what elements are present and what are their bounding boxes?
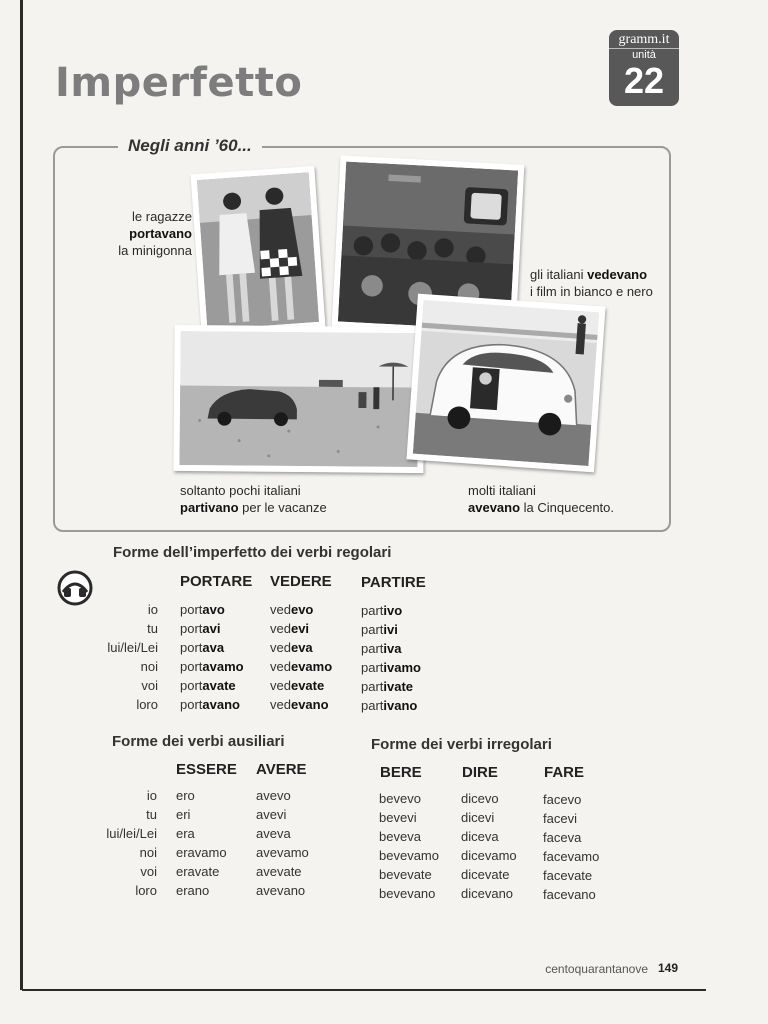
unit-badge — [609, 30, 679, 106]
forms-portare: portavo portavi portava portavamo portavate portavano — [180, 602, 244, 712]
verb-head-essere: ESSERE — [176, 761, 237, 778]
forms-bere: bevevo bevevi beveva bevevamo bevevate bevevano — [379, 791, 439, 901]
regular-verbs-heading: Forme dell’imperfetto dei verbi regolari — [113, 544, 392, 561]
bottom-rule — [22, 989, 706, 991]
verb-head-partire: PARTIRE — [361, 574, 426, 591]
pronoun-list-regular: io tu lui/lei/Lei noi voi loro — [107, 602, 158, 712]
caption-vedevano: gli italiani vedevano i film in bianco e nero — [530, 267, 653, 299]
forms-fare: facevo facevi faceva facevamo facevate facevano — [543, 792, 600, 902]
forms-vedere: vedevo vedevi vedeva vedevamo vedevate vedevano — [270, 602, 333, 712]
photo-miniskirt-girls — [191, 166, 326, 336]
footer-page-word: centoquarantanove — [545, 962, 648, 976]
caption-partivano: soltanto pochi italiani partivano per le vacanze — [180, 483, 327, 515]
forms-avere: avevo avevi aveva avevamo avevate avevano — [256, 788, 309, 898]
verb-head-dire: DIRE — [462, 764, 498, 781]
footer-page-number: 149 — [658, 961, 679, 975]
photo-beach-car — [173, 325, 424, 473]
caption-avevano: molti italiani avevano la Cinquecento. — [468, 483, 614, 515]
badge-brand: gramm.it — [609, 30, 679, 49]
verb-head-portare: PORTARE — [180, 573, 253, 590]
irregular-verbs-heading: Forme dei verbi irregolari — [371, 736, 552, 753]
badge-unit-number: 22 — [623, 60, 665, 101]
forms-partire: partivo partivi partiva partivamo partivate partivano — [361, 603, 421, 713]
photo-cinquecento — [406, 294, 605, 473]
page-title: Imperfetto — [55, 60, 303, 106]
caption-ragazze: le ragazze portavano la minigonna — [118, 209, 192, 258]
pronoun-list-auxiliary: io tu lui/lei/Lei noi voi loro — [106, 788, 157, 898]
verb-head-vedere: VEDERE — [270, 573, 332, 590]
verb-head-bere: BERE — [380, 764, 422, 781]
forms-essere: ero eri era eravamo eravate erano — [176, 788, 227, 898]
verb-head-fare: FARE — [544, 764, 585, 781]
badge-unit-label: unità — [632, 49, 656, 61]
forms-dire: dicevo dicevi diceva dicevamo dicevate dicevano — [461, 791, 517, 901]
verb-head-avere: AVERE — [256, 761, 307, 778]
auxiliary-verbs-heading: Forme dei verbi ausiliari — [112, 733, 285, 750]
scene-title: Negli anni ’60... — [118, 136, 262, 156]
binding-line — [20, 0, 23, 990]
